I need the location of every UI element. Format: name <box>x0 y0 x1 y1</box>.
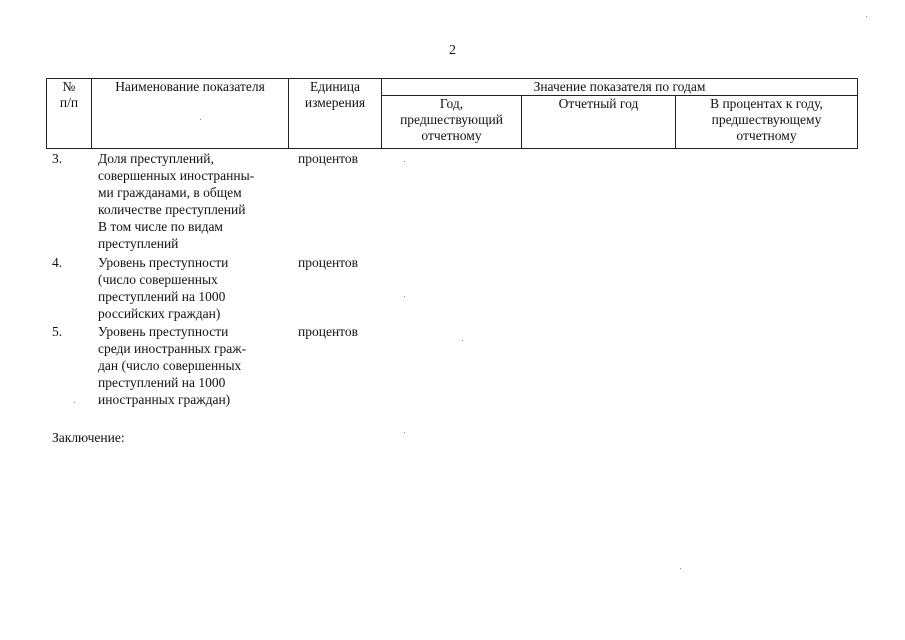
row-number: 4. <box>52 255 63 270</box>
header-unit-line-1: Единица <box>309 79 360 94</box>
scan-speck <box>866 16 867 17</box>
scan-speck <box>404 161 405 162</box>
indicator-table-header <box>46 78 858 149</box>
scan-speck <box>404 296 405 297</box>
row-number: 3. <box>52 151 63 166</box>
row-name-line: совершенных иностранны- <box>98 168 255 183</box>
row-name-line: Уровень преступности <box>98 324 229 339</box>
row-name-line: преступлений на 1000 <box>98 289 226 304</box>
header-num <box>47 79 92 149</box>
header-values-group <box>382 79 858 96</box>
header-prev-year-line-3: отчетному <box>421 128 482 143</box>
row-name-line: ми гражданами, в общем <box>98 185 242 200</box>
row-name-line: преступлений <box>98 236 179 251</box>
row-name-line: иностранных граждан) <box>98 392 231 407</box>
header-percent-line-2: предшествующему <box>711 112 822 127</box>
row-indicator-name <box>98 150 288 252</box>
header-unit <box>289 79 382 149</box>
header-percent-line-1: В процентах к году, <box>710 96 823 111</box>
row-name-line: Доля преступлений, <box>98 151 214 166</box>
header-name <box>92 79 289 149</box>
header-report-year <box>522 96 676 149</box>
scan-speck <box>404 432 405 433</box>
row-name-line: количестве преступлений <box>98 202 246 217</box>
header-name-label: Наименование показателя <box>115 79 265 94</box>
header-percent-line-3: отчетному <box>736 128 797 143</box>
header-num-line-1: № <box>62 79 76 94</box>
header-percent <box>676 96 858 149</box>
conclusion-label: Заключение: <box>52 430 125 445</box>
header-report-year-label: Отчетный год <box>558 96 639 111</box>
row-number: 5. <box>52 324 63 339</box>
row-name-line: Уровень преступности <box>98 255 229 270</box>
scan-speck <box>74 402 75 403</box>
scan-speck <box>680 568 681 569</box>
row-name-line: преступлений на 1000 <box>98 375 226 390</box>
row-unit: процентов <box>298 324 359 339</box>
row-indicator-name <box>98 323 288 408</box>
scan-speck <box>200 119 201 120</box>
header-values-group-label: Значение показателя по годам <box>533 79 706 94</box>
row-unit: процентов <box>298 151 359 166</box>
page-number: 2 <box>449 43 456 58</box>
row-name-line: российских граждан) <box>98 306 221 321</box>
header-num-line-2: п/п <box>59 95 79 110</box>
header-unit-line-2: измерения <box>304 95 366 110</box>
row-name-line: среди иностранных граж- <box>98 341 247 356</box>
header-prev-year-line-1: Год, <box>439 96 464 111</box>
scan-speck <box>462 340 463 341</box>
header-prev-year-line-2: предшествующий <box>400 112 503 127</box>
row-unit: процентов <box>298 255 359 270</box>
row-name-line: (число совершенных <box>98 272 218 287</box>
row-name-line: В том числе по видам <box>98 219 223 234</box>
row-name-line: дан (число совершенных <box>98 358 242 373</box>
header-prev-year <box>382 96 522 149</box>
row-indicator-name <box>98 254 288 322</box>
